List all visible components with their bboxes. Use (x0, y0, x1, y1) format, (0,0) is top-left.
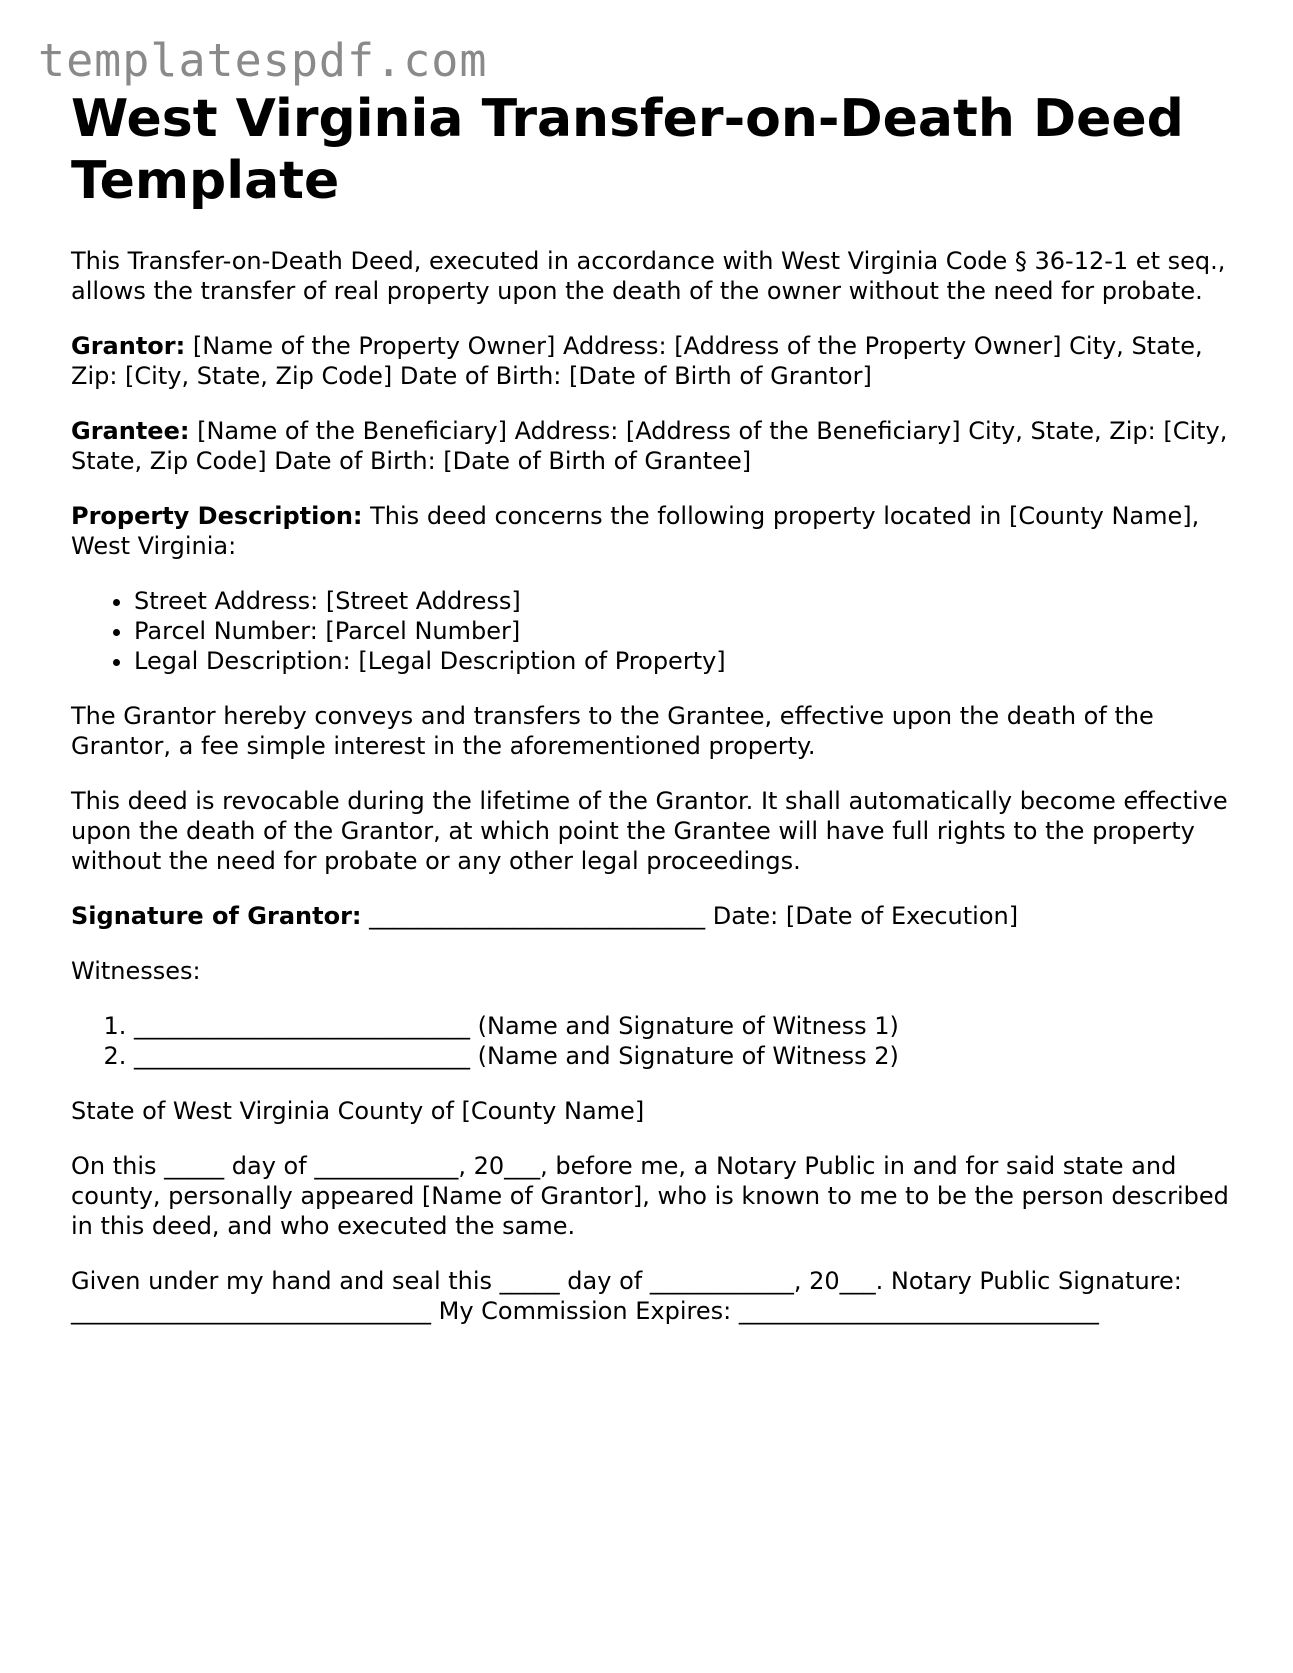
property-section (71, 501, 1231, 561)
witnesses-label: Witnesses: (71, 957, 201, 985)
grantor-label: Grantor: (71, 332, 186, 360)
signature-line (71, 901, 1231, 931)
grantee-details: [Name of the Beneficiary] Address: [Address of the Beneficiary] City, State, Zip: [City, State, Zip Code] Date of Birth: [Date of Birth of Grantee] (71, 417, 1228, 475)
list-item: • Legal Description: [Legal Description of Property] (134, 646, 1231, 676)
notary-seal-paragraph: Given under my hand and seal this _____ day of ____________, 20___. Notary Public Signature: ______________________________ My Commission Expires: ______________________________ (71, 1267, 1182, 1325)
grantee-label: Grantee: (71, 417, 190, 445)
signature-label: Signature of Grantor: (71, 902, 362, 930)
state-county-line: State of West Virginia County of [County Name] (71, 1097, 645, 1125)
conveyance-paragraph: The Grantor hereby conveys and transfers to the Grantee, effective upon the death of the Grantor, a fee simple interest in the aforementioned property. (71, 702, 1154, 760)
witness-list (71, 1011, 1231, 1071)
revocable-paragraph: This deed is revocable during the lifetime of the Grantor. It shall automatically become effective upon the death of the Grantor, at which point the Grantee will have full rights to the property without the need for probate or any other legal proceedings. (71, 787, 1228, 875)
notary-acknowledgment: On this _____ day of ____________, 20___, before me, a Notary Public in and for said state and county, personally appeared [Name of Grantor], who is known to me to be the person described in this deed, and who executed the same. (71, 1152, 1229, 1240)
signature-blank: ____________________________ Date: [Date of Execution] (361, 902, 1019, 930)
page-title: West Virginia Transfer-on-Death Deed Template (71, 89, 1184, 211)
property-details: This deed concerns the following property located in [County Name], West Virginia: (71, 502, 1200, 560)
grantor-section (71, 331, 1231, 391)
site-watermark: templatespdf.com (38, 34, 488, 87)
list-item: • Parcel Number: [Parcel Number] (134, 616, 1231, 646)
property-list (71, 586, 1231, 676)
list-item: 2. ____________________________ (Name and Signature of Witness 2) (134, 1041, 1231, 1071)
intro-paragraph: This Transfer-on-Death Deed, executed in accordance with West Virginia Code § 36-12-1 et seq., allows the transfer of real property upon the death of the owner without the need for probate. (71, 247, 1226, 305)
list-item: • Street Address: [Street Address] (134, 586, 1231, 616)
list-item: 1. ____________________________ (Name and Signature of Witness 1) (134, 1011, 1231, 1041)
property-label: Property Description: (71, 502, 363, 530)
document-page (71, 88, 1231, 1326)
grantee-section (71, 416, 1231, 476)
grantor-details: [Name of the Property Owner] Address: [Address of the Property Owner] City, State, Zip: [City, State, Zip Code] Date of Birth: [Date of Birth of Grantor] (71, 332, 1203, 390)
